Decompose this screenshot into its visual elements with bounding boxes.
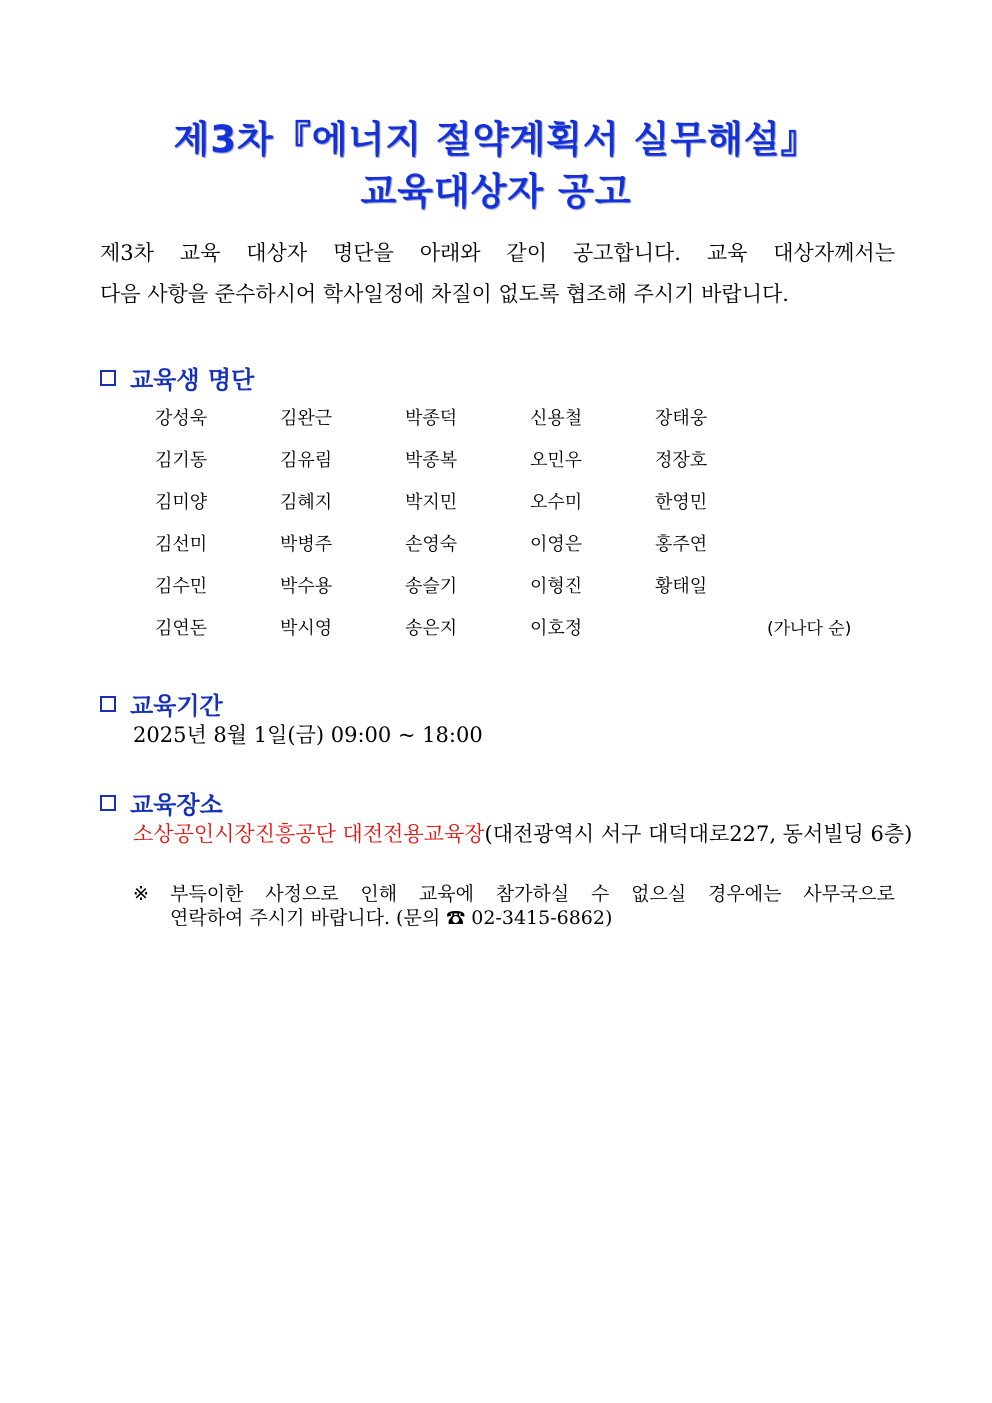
intro-line2: 다음 사항을 준수하시어 학사일정에 차질이 없도록 협조해 주시기 바랍니다.: [100, 282, 789, 306]
student-name: 오민우: [530, 450, 583, 471]
students-heading-text: 교육생 명단: [130, 366, 255, 394]
name-row: [155, 524, 875, 566]
student-name: 박병주: [280, 534, 333, 555]
notice-mark-icon: ※: [133, 883, 149, 905]
student-name: 김미양: [155, 492, 208, 513]
student-name: 한영민: [655, 492, 708, 513]
period-text: 2025년 8월 1일(금) 09:00 ~ 18:00: [133, 723, 483, 747]
student-name: 이형진: [530, 576, 583, 597]
checkbox-icon: [100, 696, 116, 712]
name-row: [155, 482, 875, 524]
student-name: 김유림: [280, 450, 333, 471]
location-text: [133, 819, 912, 849]
name-row: [155, 440, 875, 482]
intro-line1: 제3차 교육 대상자 명단을 아래와 같이 공고합니다. 교육 대상자께서는: [100, 241, 895, 265]
name-row: [155, 566, 875, 608]
student-name: 신용철: [530, 408, 583, 429]
student-name: 김연돈: [155, 618, 208, 639]
student-name: 손영숙: [405, 534, 458, 555]
student-name: 오수미: [530, 492, 583, 513]
student-name: 박지민: [405, 492, 458, 513]
order-note: (가나다 순): [767, 619, 852, 639]
student-name: 황태일: [655, 576, 708, 597]
student-name: 박시영: [280, 618, 333, 639]
student-name: 이영은: [530, 534, 583, 555]
student-name: 장태웅: [655, 408, 708, 429]
student-name-table: [155, 398, 875, 650]
student-name: 송슬기: [405, 576, 458, 597]
student-name: 박종덕: [405, 408, 458, 429]
checkbox-icon: [100, 795, 116, 811]
notice-line2: 연락하여 주시기 바랍니다. (문의 ☎ 02-3415-6862): [170, 907, 613, 929]
location-heading-text: 교육장소: [130, 791, 223, 819]
student-name: 이호정: [530, 618, 583, 639]
notice: [133, 882, 895, 930]
name-row: [155, 398, 875, 440]
students-section-heading: [100, 360, 254, 395]
student-name: 박수용: [280, 576, 333, 597]
checkbox-icon: [100, 370, 116, 386]
student-name: 김완근: [280, 408, 333, 429]
page-title-line1: 제3차『에너지 절약계획서 실무해설』: [173, 118, 819, 161]
student-name: 송은지: [405, 618, 458, 639]
location-section-heading: [100, 785, 223, 820]
period-section-heading: [100, 686, 223, 721]
student-name: 김기동: [155, 450, 208, 471]
student-name: 강성욱: [155, 408, 208, 429]
page-title-line2: 교육대상자 공고: [360, 170, 632, 213]
student-name: 박종복: [405, 450, 458, 471]
notice-line1: 부득이한 사정으로 인해 교육에 참가하실 수 없으실 경우에는 사무국으로: [170, 883, 895, 905]
name-row: [155, 608, 875, 650]
period-heading-text: 교육기간: [130, 692, 223, 720]
location-address: (대전광역시 서구 대덕대로227, 동서빌딩 6층): [484, 822, 913, 846]
student-name: 김선미: [155, 534, 208, 555]
student-name: 김수민: [155, 576, 208, 597]
student-name: 홍주연: [655, 534, 708, 555]
student-name: 김혜지: [280, 492, 333, 513]
student-name: 정장호: [655, 450, 708, 471]
location-name: 소상공인시장진흥공단 대전전용교육장: [133, 822, 485, 846]
